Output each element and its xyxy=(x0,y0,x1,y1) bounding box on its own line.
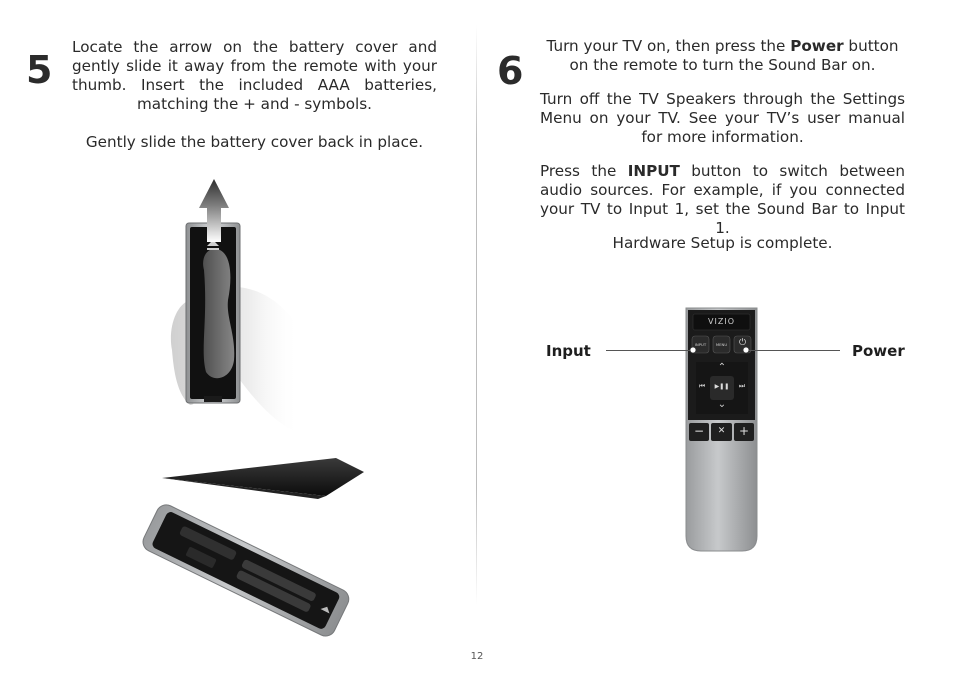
power-callout-label: Power xyxy=(852,342,905,360)
remote-brand-label: VIZIO xyxy=(708,317,735,326)
step-5-number: 5 xyxy=(26,48,53,92)
step-5-cover-instructions: Gently slide the battery cover back in place. xyxy=(85,133,424,151)
power-keyword: Power xyxy=(790,37,844,55)
input-callout-label: Input xyxy=(546,342,591,360)
remote-power-icon: ⏻ xyxy=(738,338,747,348)
dpad-down-icon[interactable]: ⌄ xyxy=(717,399,727,410)
remote-input-label: INPUT xyxy=(694,342,707,347)
step-6-para1-post: button on the remote to turn the Sound Bar on. xyxy=(569,37,899,74)
step-6-tv-speaker-instructions: Turn off the TV Speakers through the Settings Menu on your TV. See your TV’s user manual for more information. xyxy=(540,90,905,146)
volume-up-icon: + xyxy=(738,424,750,438)
page-number: 12 xyxy=(470,651,484,662)
step-6-number: 6 xyxy=(497,49,524,93)
power-callout-line xyxy=(749,350,840,351)
step-6-para1-pre: Turn your TV on, then press the xyxy=(546,37,791,55)
dpad-up-icon[interactable]: ⌃ xyxy=(717,362,727,373)
step-6-para3-pre: Press the xyxy=(540,162,628,180)
previous-track-icon[interactable]: ⏮ xyxy=(698,382,706,390)
volume-down-icon: − xyxy=(693,424,705,438)
input-callout-line xyxy=(606,350,690,351)
setup-complete-text: Hardware Setup is complete. xyxy=(612,234,833,252)
next-track-icon[interactable]: ⏭ xyxy=(738,382,746,390)
mute-icon: ✕ xyxy=(717,426,726,436)
step-6-para3-post: button to switch between audio sources. For example, if you connected your TV to Input 1, set the Sound Bar to Input 1. xyxy=(540,162,905,237)
remote-menu-label: MENU xyxy=(715,342,728,347)
play-pause-icon: ▶❚❚ xyxy=(714,383,730,390)
step-5-instructions: Locate the arrow on the battery cover and gently slide it away from the remote with your thumb. Insert the included AAA batteries, matching the + and - symbols. xyxy=(72,38,437,113)
input-callout-dot xyxy=(690,347,696,353)
input-keyword: INPUT xyxy=(627,162,680,180)
